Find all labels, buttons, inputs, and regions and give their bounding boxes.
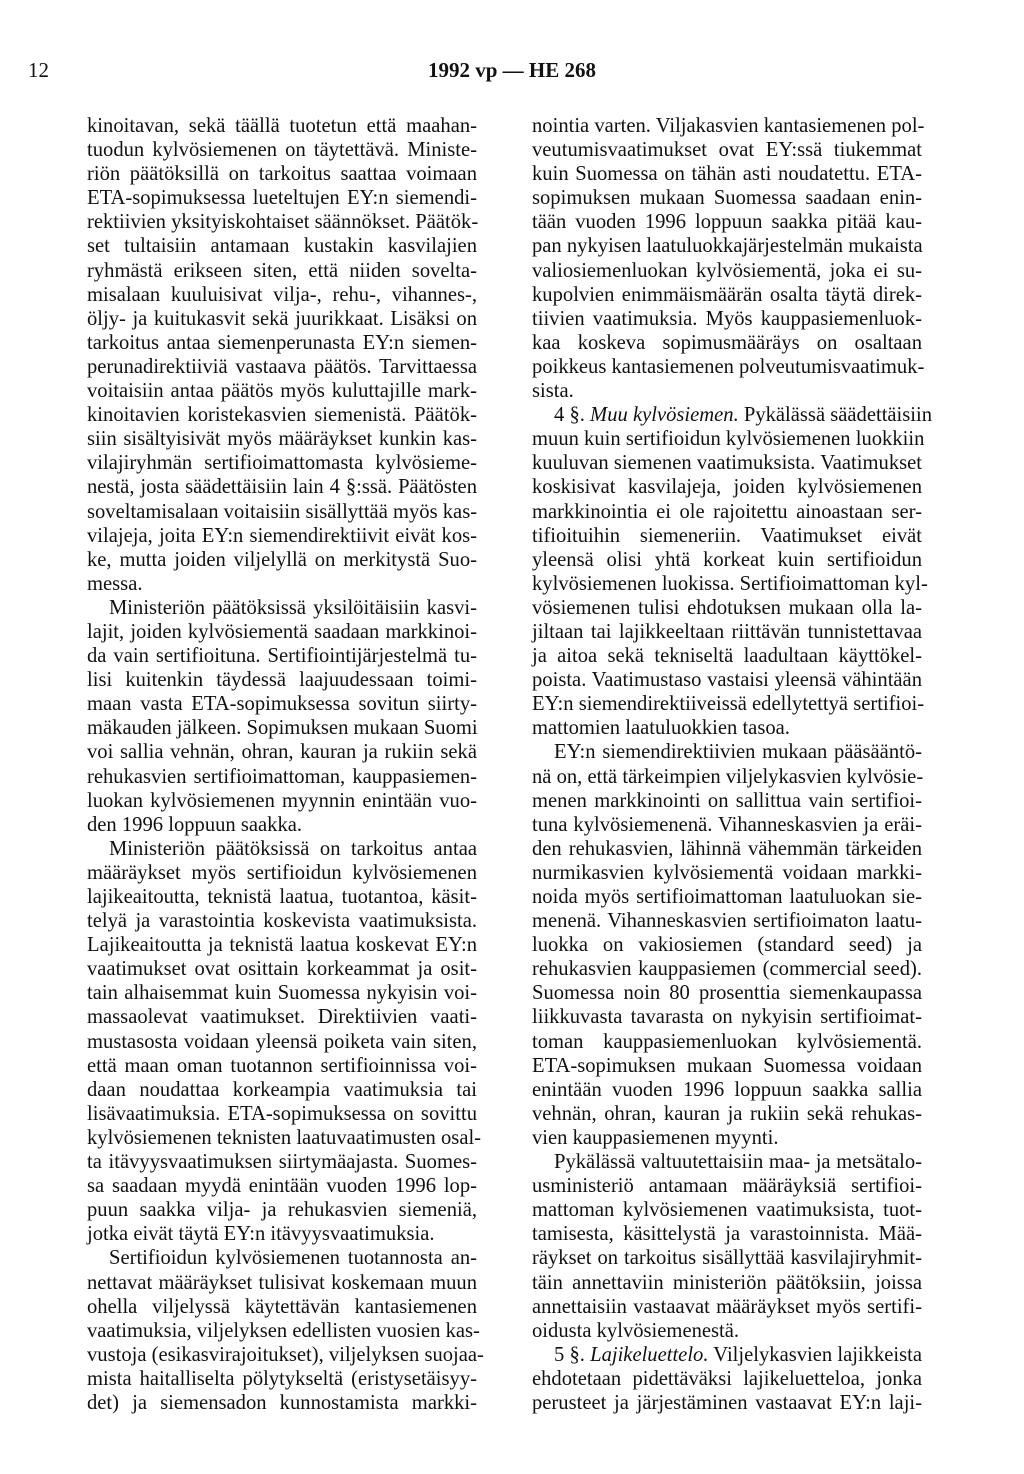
text-line: mattoman kylvösiemenen vaatimuksista, tuot- [532, 1199, 922, 1222]
section-number: 5 §. [554, 1343, 591, 1366]
text-line: ta itävyysvaatimuksen siirtymäajasta. Suomes- [87, 1151, 477, 1174]
text-line: mustasosta voidaan yleensä poiketa vain siten, [87, 1030, 477, 1053]
text-line: vaatimuksia, viljelyksen edellisten vuosien kas- [87, 1319, 480, 1342]
text-line: ehdotetaan pidettäväksi lajikeluetteloa, jonka [532, 1367, 922, 1390]
text-line: menenä. Vihanneskasvien sertifioimaton laatu- [532, 910, 922, 933]
text-line: kupolvien enimmäismäärän osalta täytä direk- [532, 283, 922, 306]
text-line: den 1996 loppuun saakka. [87, 813, 303, 836]
text-line: maan vasta ETA-sopimuksessa sovitun siirty- [87, 693, 477, 716]
text-line: vösiemenen tulisi ehdotuksen mukaan olla la- [532, 596, 922, 619]
text-line: rehukasvien kauppasiemen (commercial seed). [532, 958, 922, 981]
text-line: jotka eivät täytä EY:n itävyysvaatimuksia. [87, 1223, 435, 1246]
text-line: vilajiryhmän sertifioimattomasta kylvösieme- [87, 452, 477, 475]
text-line: ohella viljelyssä käytettävän kantasiemenen [87, 1295, 477, 1318]
text-line: nestä, josta säädettäisiin lain 4 §:ssä. Päätösten [87, 476, 477, 499]
text-line: vustoja (esikasvirajoitukset), viljelyksen suojaa- [87, 1343, 484, 1366]
text-line: soveltamisalaan voitaisiin sisällyttää myös kas- [87, 500, 478, 523]
text-line: tamisesta, käsittelystä ja varastoinnista. Mää- [532, 1223, 922, 1246]
section-title: Lajikeluettelo. [590, 1343, 709, 1366]
text-line: kinoitavien koristekasvien siemenistä. Päätök- [87, 404, 477, 427]
text-line: vaatimukset ovat osittain korkeammat ja osit- [87, 958, 477, 981]
text-line: sista. [532, 380, 574, 403]
text-line: den rehukasvien, lähinnä vähemmän tärkeiden [532, 837, 922, 860]
text-line: ETA-sopimuksessa lueteltujen EY:n siemendi- [87, 187, 477, 210]
text-line: telyä ja varastointia koskevista vaatimuksista. [87, 910, 477, 933]
text-line: rehukasvien sertifioimattoman, kauppasiemen- [87, 765, 477, 788]
text-line: valiosiemenluokan kylvösiementä, joka ei su- [532, 259, 922, 282]
running-head: 1992 vp — HE 268 [427, 58, 597, 82]
text-line: voitaisiin antaa päätös myös kuluttajille mark- [87, 380, 477, 403]
text-line: vilajeja, joita EY:n siemendirektiivit eivät kos- [87, 524, 477, 547]
text-line [532, 1343, 922, 1367]
text-line: massaolevat vaatimukset. Direktiivien vaati- [87, 1006, 477, 1029]
text-line: öljy- ja kuitukasvit sekä juurikkaat. Lisäksi on [87, 307, 477, 330]
text-line: Suomessa noin 80 prosenttia siemenkaupassa [532, 982, 922, 1005]
text-line: Ministeriön päätöksissä on tarkoitus antaa [109, 837, 477, 860]
text-line: noida myös sertifioimattoman laatuluokan sie- [532, 886, 922, 908]
text-line: nointia varten. Viljakasvien kantasiemenen pol- [532, 115, 925, 137]
text-line: räykset on tarkoitus sisällyttää kasvilajiryhmit- [532, 1247, 922, 1270]
text-line: Pykälässä valtuutettaisiin maa- ja metsätalo- [554, 1151, 922, 1174]
text-line: rektiivien yksityiskohtaiset säännökset. Päätök- [87, 211, 479, 234]
text-line: muun kuin sertifioidun kylvösiemenen luokkiin [532, 428, 925, 451]
text-line: pan nykyisen laatuluokkajärjestelmän mukaista [532, 235, 923, 258]
text-line [532, 403, 933, 427]
text-line: poista. Vaatimustaso vastaisi yleensä vähintään [532, 669, 922, 692]
text-line: tuna kylvösiemenenä. Vihanneskasvien ja eräi- [532, 813, 922, 836]
text-line: Sertifioidun kylvösiemenen tuotannosta an- [109, 1247, 477, 1270]
text-line: kuin Suomessa on tähän asti noudatettu. ETA- [532, 163, 922, 186]
text-line: koskisivat kasvilajeja, joiden kylvösiemenen [532, 476, 922, 499]
text-line: liikkuvasta tavarasta on nykyisin sertifioimat- [532, 1006, 922, 1029]
text-line: kuuluvan siemenen vaatimuksista. Vaatimukset [532, 452, 922, 475]
text-line: menen markkinointi on sallittua vain sertifioi- [532, 789, 922, 812]
text-line: Lajikeaitoutta ja teknistä laatua koskevat EY:n [87, 934, 477, 957]
text-line: perusteet ja järjestäminen vastaavat EY:n laji- [532, 1391, 922, 1414]
text-line: luokka on vakiosiemen (standard seed) ja [532, 934, 922, 957]
text-line: nä on, että tärkeimpien viljelykasvien kylvösie- [532, 765, 924, 788]
section-text: Pykälässä säädettäisiin [738, 404, 933, 427]
text-line: nettavat määräykset tulisivat koskemaan muun [87, 1271, 477, 1294]
text-line: kylvösiemenen teknisten laatuvaatimusten osal- [87, 1126, 482, 1149]
text-line: sopimuksen mukaan Suomessa saadaan enin- [532, 187, 922, 210]
text-line: tään vuoden 1996 loppuun saakka pitää kau- [532, 211, 922, 234]
text-line: EY:n siemendirektiiveissä edellytettyä sertifioi- [532, 693, 925, 716]
page-header [0, 58, 1024, 88]
text-line: vien kauppasiemenen myynti. [532, 1126, 779, 1149]
text-line: daan noudattaa korkeampia vaatimuksia tai [87, 1078, 477, 1101]
text-line: usministeriö antamaan määräyksiä sertifioi- [532, 1175, 922, 1198]
text-line: mista haitalliselta pölytykseltä (eristysetäisyy- [87, 1367, 477, 1390]
text-line: da vain sertifioituna. Sertifiointijärjestelmä tu- [87, 645, 477, 668]
text-line: veutumisvaatimukset ovat EY:ssä tiukemmat [532, 139, 922, 162]
text-line: messa. [87, 572, 143, 595]
text-line: tarkoitus antaa siemenperunasta EY:n siemen- [87, 331, 477, 354]
section-title: Muu kylvösiemen. [590, 404, 739, 427]
text-line: toman kauppasiemenluokan kylvösiementä. [532, 1030, 922, 1053]
text-line: ja aitoa sekä tekniseltä laadultaan käyttökel- [532, 645, 922, 668]
text-line: det) ja siemensadon kunnostamista markki- [87, 1391, 477, 1414]
text-line: että maan oman tuotannon sertifioinnissa voi- [87, 1054, 477, 1077]
left-column [87, 114, 484, 1415]
text-line: misalaan kuuluisivat vilja-, rehu-, vihannes-, [87, 283, 477, 306]
text-line: luokan kylvösiemenen myynnin enintään vuo- [87, 789, 477, 812]
text-line: mäkauden jälkeen. Sopimuksen mukaan Suomi [87, 717, 478, 740]
text-line: markkinointia ei ole rajoitettu ainoastaan ser- [532, 500, 922, 523]
text-line: täin annettaviin ministeriön päätöksiin, joissa [532, 1271, 922, 1294]
text-line: Ministeriön päätöksissä yksilöitäisiin kasvi- [109, 596, 477, 619]
text-line: ETA-sopimuksen mukaan Suomessa voidaan [532, 1054, 922, 1077]
text-line: yleensä olisi yhtä korkeat kuin sertifioidun [532, 548, 922, 571]
text-line: tiivien vaatimuksia. Myös kauppasiemenluok- [532, 307, 922, 330]
page-number: 12 [28, 58, 49, 82]
text-line: riön päätöksillä on tarkoitus saattaa voimaan [87, 163, 477, 186]
text-line: set tultaisiin antamaan kustakin kasvilajien [87, 235, 477, 258]
text-line: poikkeus kantasiemenen polveutumisvaatimuk- [532, 355, 925, 378]
text-line: perunadirektiiviä vastaava päätös. Tarvittaessa [87, 355, 477, 378]
text-line: voi sallia vehnän, ohran, kauran ja rukiin sekä [87, 741, 477, 764]
text-line: jiltaan tai lajikkeeltaan riittävän tunnistettavaa [532, 620, 922, 643]
text-line: enintään vuoden 1996 loppuun saakka sallia [532, 1078, 922, 1101]
text-line: kylvösiemenen luokissa. Sertifioimattoman kyl- [532, 572, 928, 595]
text-line: ryhmästä erikseen siten, että niiden sovelta- [87, 259, 477, 282]
text-line: sa saadaan myydä enintään vuoden 1996 lop- [87, 1175, 477, 1198]
text-line: mattomien laatuluokkien tasoa. [532, 717, 790, 740]
text-line: EY:n siemendirektiivien mukaan pääsääntö- [554, 741, 922, 764]
text-line: siin sisältyisivät myös määräykset kunkin kas- [87, 428, 477, 451]
text-line: lisi kuitenkin täydessä laajuudessaan toimi- [87, 669, 477, 692]
text-line: nurmikasvien kylvösiementä voidaan markki- [532, 861, 922, 884]
section-text: Viljelykasvien lajikkeista [708, 1343, 922, 1366]
right-column [532, 114, 933, 1415]
text-line: vehnän, ohran, kauran ja rukiin sekä rehukas- [532, 1102, 922, 1125]
text-line: lajit, joiden kylvösiementä saadaan markkinoi- [87, 620, 477, 643]
text-line: määräykset myös sertifioidun kylvösiemenen [87, 861, 477, 884]
text-line: tifioituihin siemeneriin. Vaatimukset eivät [532, 524, 922, 547]
text-line: kaa koskeva sopimusmääräys on osaltaan [532, 331, 922, 354]
text-line: oidusta kylvösiemenestä. [532, 1319, 740, 1342]
text-line: lajikeaitoutta, teknistä laatua, tuotantoa, käsit- [87, 886, 477, 908]
text-line: lisävaatimuksia. ETA-sopimuksessa on sovittu [87, 1102, 477, 1125]
text-line: annettaisiin vastaavat määräykset myös sertifi- [532, 1295, 922, 1318]
text-line: tuodun kylvösiemenen on täytettävä. Ministe- [87, 139, 477, 162]
text-line: ke, mutta joiden viljelyllä on merkitystä Suo- [87, 548, 477, 571]
text-line: puun saakka vilja- ja rehukasvien siemeniä, [87, 1199, 477, 1222]
section-number: 4 §. [554, 404, 591, 427]
text-line: kinoitavan, sekä täällä tuotetun että maahan- [87, 115, 477, 137]
text-line: tain alhaisemmat kuin Suomessa nykyisin voi- [87, 982, 477, 1005]
